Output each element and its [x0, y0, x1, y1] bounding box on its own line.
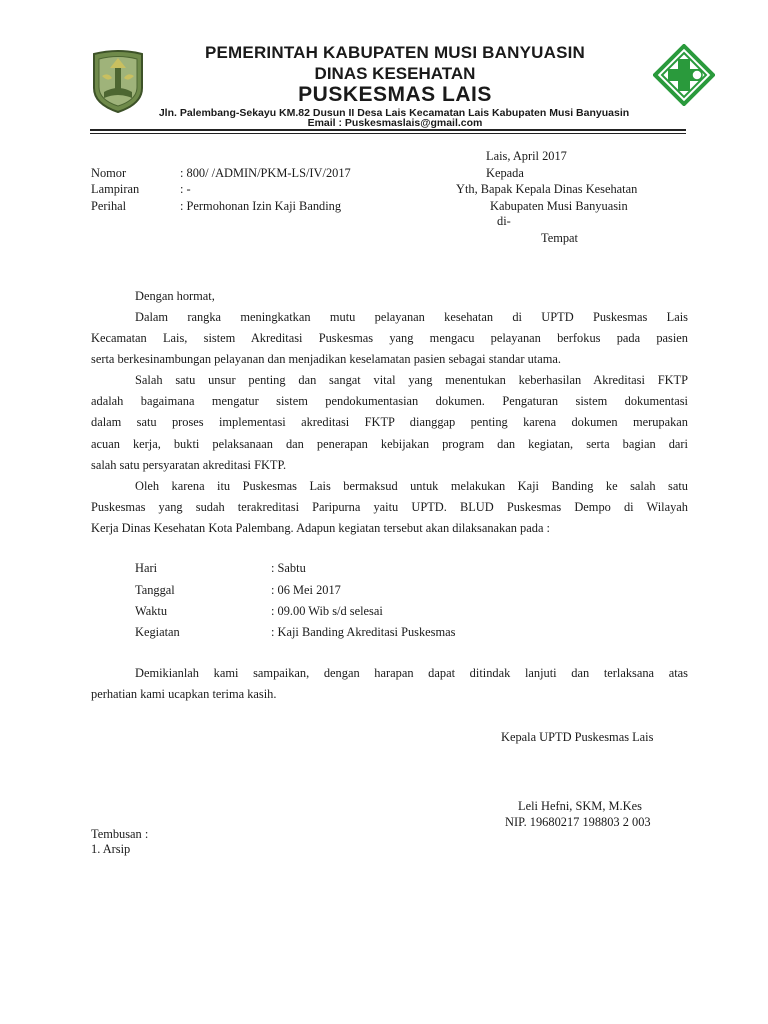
schedule-label-tanggal: Tanggal	[135, 583, 175, 597]
recipient-line3: di-	[497, 214, 511, 228]
schedule-label-hari: Hari	[135, 561, 158, 575]
paragraph-line: serta berkesinambungan pelayanan dan menjadikan keselamatan pasien sebagai standar utama.	[91, 352, 561, 367]
signature-nip: NIP. 19680217 198803 2 003	[505, 815, 651, 829]
meta-label-nomor: Nomor	[91, 166, 127, 180]
recipient-line1: Yth, Bapak Kepala Dinas Kesehatan	[456, 182, 638, 196]
meta-value-nomor: : 800/ /ADMIN/PKM-LS/IV/2017	[180, 166, 351, 180]
paragraph-2	[91, 370, 688, 476]
recipient-line4: Tempat	[541, 231, 578, 245]
place-date: Lais, April 2017	[486, 149, 567, 163]
header-rule-thick	[90, 129, 686, 131]
paragraph-line: Salah satu unsur penting dan sangat vital yang menentukan keberhasilan Akreditasi FKTP	[135, 373, 688, 387]
greeting: Dengan hormat,	[135, 289, 215, 303]
paragraph-line: salah satu persyaratan akreditasi FKTP.	[91, 457, 287, 472]
paragraph-line: Kerja Dinas Kesehatan Kota Palembang. Adapun kegiatan tersebut akan dilaksanakan pada :	[91, 521, 550, 536]
paragraph-line: perhatian kami ucapkan terima kasih.	[91, 687, 277, 702]
schedule-value-hari: : Sabtu	[271, 561, 306, 575]
paragraph-line: Kecamatan Lais, sistem Akreditasi Puskesmas yang mengacu pelayanan berfokus pada pasien	[91, 331, 688, 346]
paragraph-line: Puskesmas yang sudah terakreditasi Paripurna yaitu UPTD. BLUD Puskesmas Dempo di Wilayah	[91, 500, 688, 515]
paragraph-line: acuan kerja, bukti pelaksanaan dan penerapan kebijakan program dan kegiatan, serta bagian dari	[91, 436, 688, 451]
schedule-label-kegiatan: Kegiatan	[135, 625, 180, 639]
meta-label-perihal: Perihal	[91, 199, 127, 213]
header-email: Email : Puskesmaslais@gmail.com	[307, 117, 483, 129]
header-address: Jln. Palembang-Sekayu KM.82 Dusun II Desa Lais Kecamatan Lais Kabupaten Musi Banyuasin	[158, 107, 630, 119]
header-rule-thin	[90, 133, 686, 134]
meta-label-lampiran: Lampiran	[91, 182, 140, 196]
paragraph-line: Demikianlah kami sampaikan, dengan harapan dapat ditindak lanjuti dan terlaksana atas	[135, 666, 688, 680]
paragraph-3	[91, 476, 688, 540]
header-institution: PUSKESMAS LAIS	[298, 83, 492, 106]
recipient-line2: Kabupaten Musi Banyuasin	[490, 199, 628, 213]
signature-name: Leli Hefni, SKM, M.Kes	[518, 799, 642, 813]
closing-paragraph	[91, 663, 688, 705]
tembusan-label: Tembusan :	[91, 827, 149, 841]
meta-value-perihal: : Permohonan Izin Kaji Banding	[180, 199, 342, 213]
schedule-value-kegiatan: : Kaji Banding Akreditasi Puskesmas	[271, 625, 456, 639]
paragraph-line: adalah bagaimana mengatur sistem pendokumentasian dokumen. Pengaturan sistem dokumentasi	[91, 394, 688, 409]
paragraph-line: dalam satu proses implementasi akreditasi FKTP dianggap penting karena dokumen merupakan	[91, 415, 688, 430]
recipient-kepada: Kepada	[486, 166, 524, 180]
paragraph-line: Dalam rangka meningkatkan mutu pelayanan kesehatan di UPTD Puskesmas Lais	[135, 310, 688, 324]
tembusan-item: 1. Arsip	[91, 842, 131, 856]
schedule-label-waktu: Waktu	[135, 604, 168, 618]
meta-value-lampiran: : -	[180, 182, 191, 196]
signature-title: Kepala UPTD Puskesmas Lais	[501, 730, 654, 744]
header-government: PEMERINTAH KABUPATEN MUSI BANYUASIN	[204, 43, 586, 62]
header-department: DINAS KESEHATAN	[314, 64, 476, 83]
paragraph-1	[91, 307, 688, 371]
schedule-value-waktu: : 09.00 Wib s/d selesai	[271, 604, 383, 618]
schedule-value-tanggal: : 06 Mei 2017	[271, 583, 341, 597]
paragraph-line: Oleh karena itu Puskesmas Lais bermaksud untuk melakukan Kaji Banding ke salah satu	[135, 479, 688, 493]
